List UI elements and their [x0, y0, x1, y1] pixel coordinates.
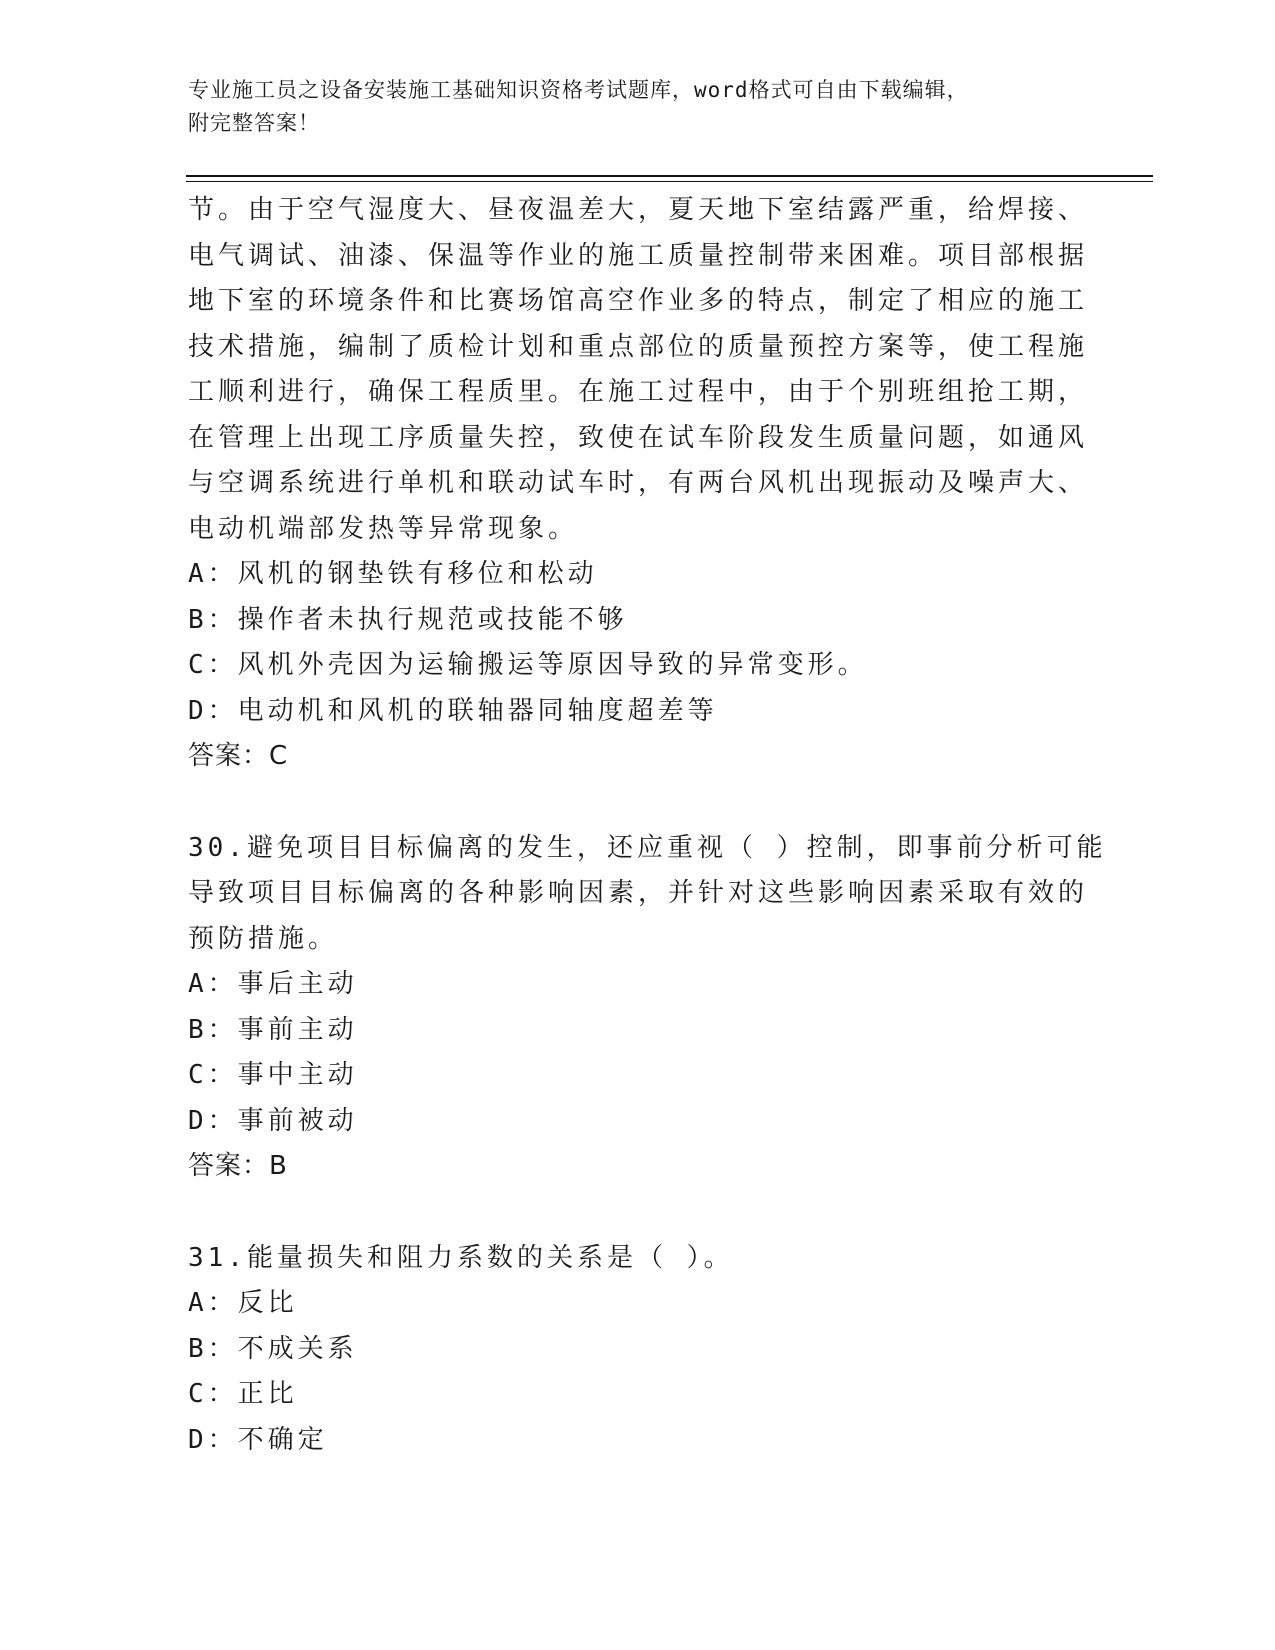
- question-stem-line: 电动机端部发热等异常现象。: [188, 513, 579, 544]
- question-stem-line: 技术措施，编制了质检计划和重点部位的质量预控方案等，使工程施: [188, 331, 1089, 362]
- question-30: [188, 826, 1107, 1190]
- question-stem-line: 预防措施。: [188, 923, 339, 954]
- header-divider-thin: [186, 181, 1153, 182]
- question-stem-line: 31.能量损失和阻力系数的关系是（ ）。: [188, 1242, 734, 1273]
- option-b: B：事前主动: [188, 1014, 358, 1045]
- header-line-2: 附完整答案！: [188, 111, 320, 135]
- question-31: [188, 1236, 1068, 1464]
- question-stem-line: 节。由于空气湿度大、昼夜温差大，夏天地下室结露严重，给焊接、: [188, 195, 1089, 225]
- option-c: C：正比: [188, 1379, 298, 1409]
- question-stem-line: 30.避免项目目标偏离的发生，还应重视（ ）控制，即事前分析可能: [188, 832, 1107, 863]
- option-d: D：事前被动: [188, 1105, 358, 1136]
- question-stem-line: 地下室的环境条件和比赛场馆高空作业多的特点，制定了相应的施工: [188, 286, 1089, 316]
- question-stem-line: 电气调试、油漆、保温等作业的施工质量控制带来困难。项目部根据: [188, 240, 1089, 271]
- header-divider-thick: [186, 175, 1153, 177]
- option-a: A：风机的钢垫铁有移位和松动: [188, 559, 598, 589]
- question-stem-line: 在管理上出现工序质量失控，致使在试车阶段发生质量问题，如通风: [188, 422, 1089, 453]
- question-stem-line: 工顺利进行，确保工程质里。在施工过程中，由于个别班组抢工期，: [188, 377, 1089, 407]
- answer-label: 答案：B: [188, 1151, 288, 1181]
- answer-label: 答案：C: [188, 741, 289, 771]
- document-header: [188, 74, 1088, 140]
- option-c: C：事中主动: [188, 1060, 358, 1090]
- option-b: B：不成关系: [188, 1333, 358, 1364]
- option-a: A：反比: [188, 1288, 298, 1318]
- option-d: D：不确定: [188, 1424, 328, 1455]
- question-stem-line: 与空调系统进行单机和联动试车时，有两台风机出现振动及噪声大、: [188, 468, 1089, 498]
- question-stem-line: 导致项目目标偏离的各种影响因素，并针对这些影响因素采取有效的: [188, 878, 1089, 908]
- option-a: A：事后主动: [188, 969, 358, 999]
- option-d: D：电动机和风机的联轴器同轴度超差等: [188, 695, 718, 726]
- spacer: [188, 1190, 1068, 1236]
- document-body: [188, 188, 1107, 1463]
- question-29: [188, 188, 1089, 780]
- spacer: [188, 780, 1068, 826]
- option-b: B：操作者未执行规范或技能不够: [188, 604, 628, 635]
- option-c: C：风机外壳因为运输搬运等原因导致的异常变形。: [188, 650, 868, 680]
- header-line-1: 专业施工员之设备安装施工基础知识资格考试题库，word格式可自由下载编辑，: [188, 78, 969, 102]
